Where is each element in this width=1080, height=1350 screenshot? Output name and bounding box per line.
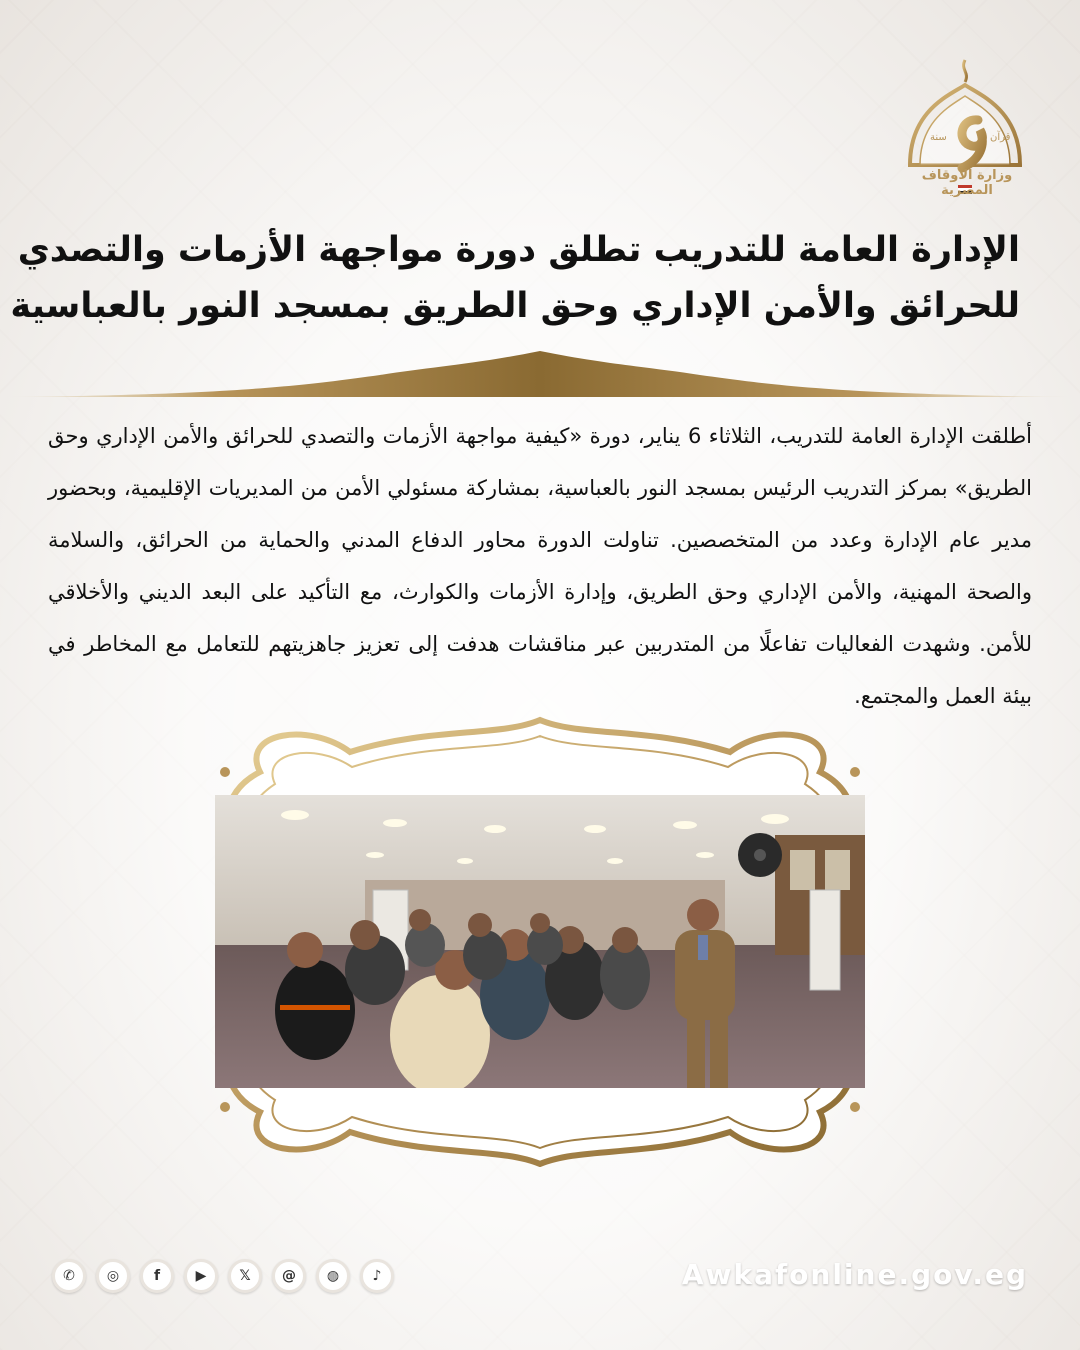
svg-text:سنة: سنة <box>930 132 947 143</box>
threads-icon[interactable]: @ <box>272 1259 306 1293</box>
website-link[interactable]: Awkafonline.gov.eg <box>681 1258 1028 1291</box>
facebook-icon[interactable]: f <box>140 1259 174 1293</box>
whatsapp-icon[interactable]: ✆ <box>52 1259 86 1293</box>
headline-line-2: للحرائق والأمن الإداري وحق الطريق بمسجد النور بالعباسية <box>10 286 1020 326</box>
logo-caption: وزارة الأوقاف المصرية <box>921 168 1013 198</box>
headline <box>10 222 1020 334</box>
tiktok-icon[interactable]: ♪ <box>360 1259 394 1293</box>
article-body: أطلقت الإدارة العامة للتدريب، الثلاثاء 6 يناير، دورة «كيفية مواجهة الأزمات والتصدي للحرائق والأمن الإداري وحق الطريق» بمركز التدريب الرئيس بمسجد النور بالعباسية، بمشاركة مسئولي الأمن من المديريات الإقليمية، وبحضور مدير عام الإدارة وعدد من المتخصصين. تناولت الدورة محاور الدفاع المدني والحماية من الحرائق، والسلامة والصحة المهنية، والأمن الإداري وحق الطريق، وإدارة الأزمات والكوارث، مع التأكيد على البعد الديني والأخلاقي للأمن. وشهدت الفعاليات تفاعلًا من المتدربين عبر مناقشات هدفت إلى تعزيز جاهزيتهم للتعامل مع المخاطر في بيئة العمل والمجتمع. <box>48 424 1032 708</box>
svg-text:قرآن: قرآن <box>990 132 1011 143</box>
web-icon[interactable]: ◍ <box>316 1259 350 1293</box>
social-icons <box>52 1259 394 1293</box>
youtube-icon[interactable]: ▶ <box>184 1259 218 1293</box>
headline-line-1: الإدارة العامة للتدريب تطلق دورة مواجهة الأزمات والتصدي <box>17 230 1020 270</box>
gold-divider <box>0 345 1080 405</box>
event-photo <box>215 795 865 1088</box>
x-icon[interactable]: 𝕏 <box>228 1259 262 1293</box>
instagram-icon[interactable]: ◎ <box>96 1259 130 1293</box>
